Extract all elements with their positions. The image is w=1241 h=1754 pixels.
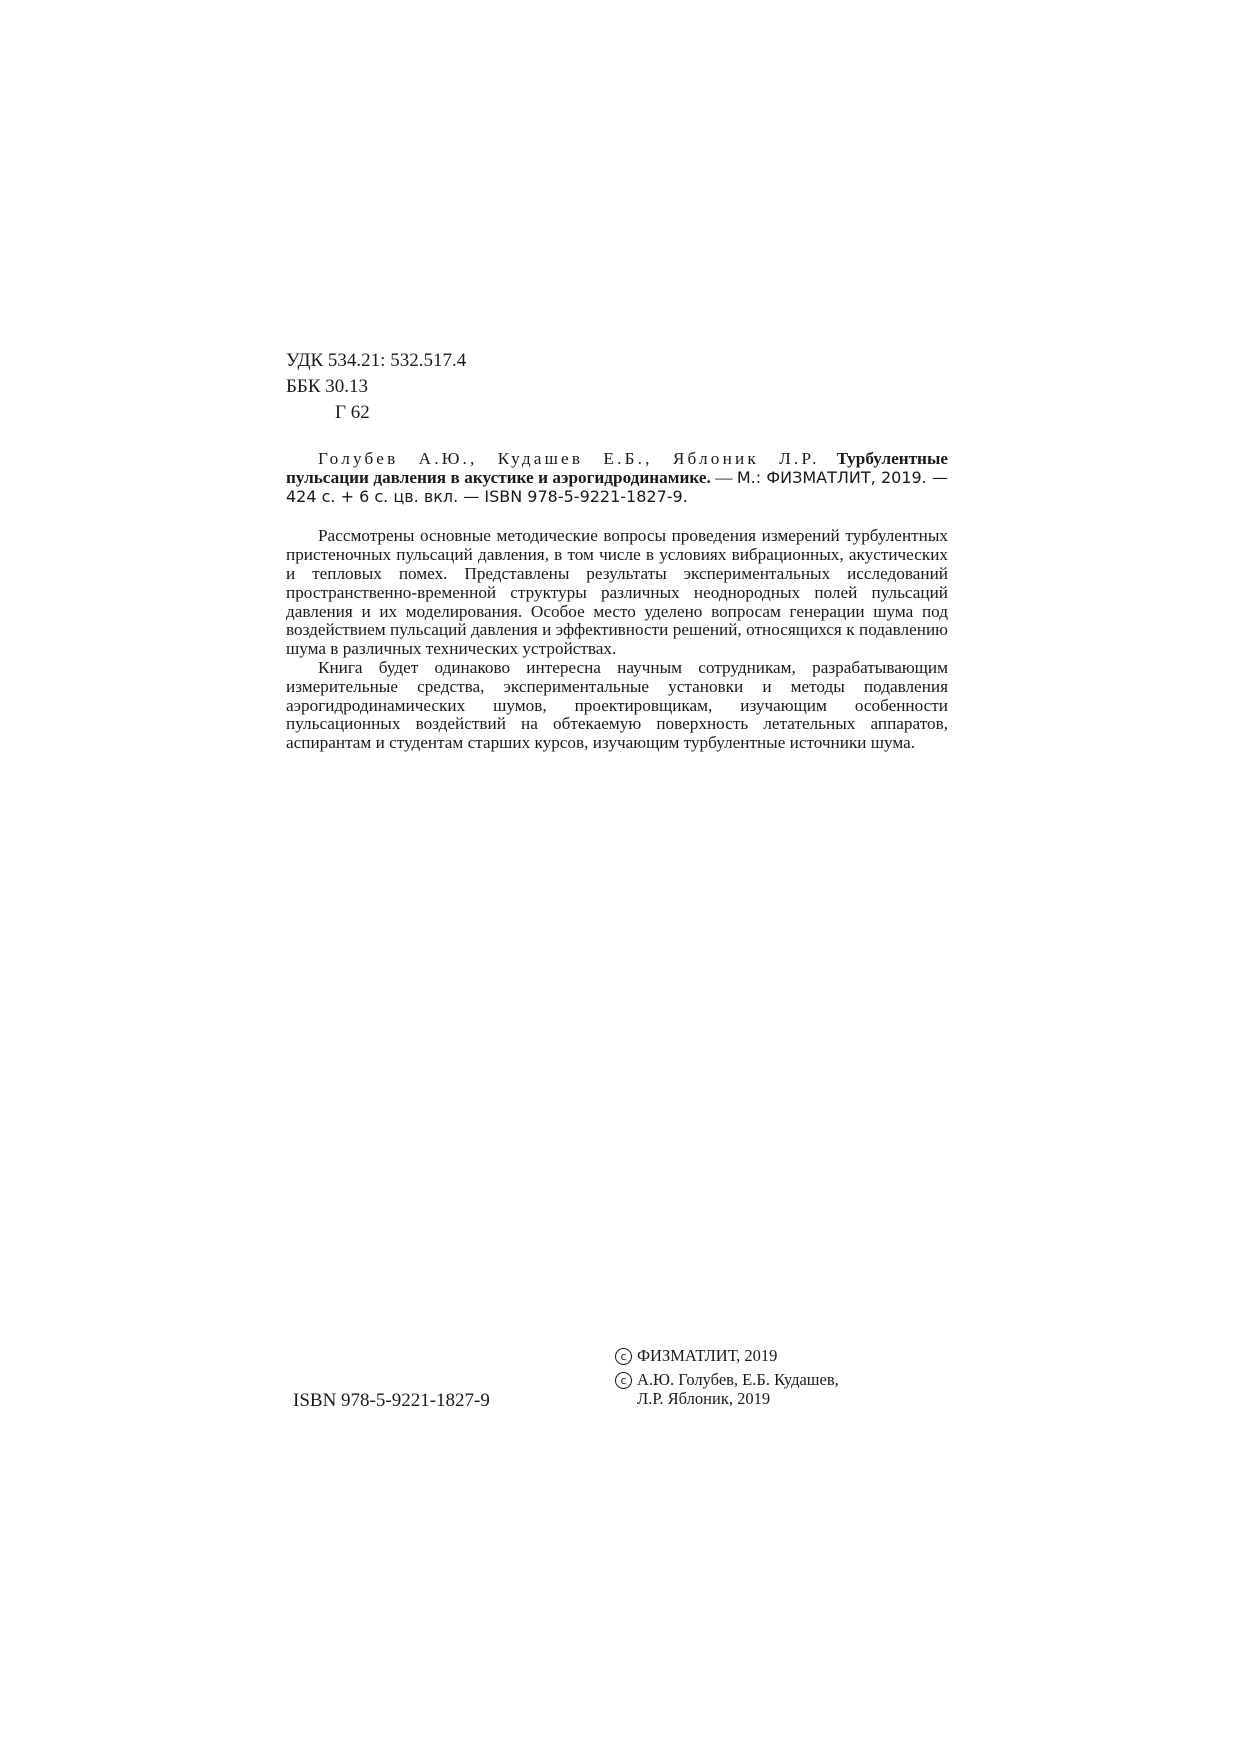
copyright-icon: c [615,1372,632,1389]
copyright-publisher-text [637,1346,777,1365]
bbk-code: ББК 30.13 [286,376,368,397]
copyright-block [615,1346,839,1413]
main-content [286,450,948,753]
copyright-authors [615,1370,839,1408]
copyright-authors-text [637,1370,839,1408]
abstract-paragraph-1: Рассмотрены основные методические вопросы проведения измерений турбулентных пристеночных пульсаций давления, в том числе в условиях вибрационных, акустических и тепловых помех. Представлены результаты экспериментальных исследований пространственно-временной структуры различных неоднородных полей пульсаций давления и их моделирования. Особое место уделено вопросам генерации шума под воздействием пульсаций давления и эффективности решений, относящихся к подавлению шума в различных технических устройствах. [286,526,948,659]
copyright-publisher-line: ФИЗМАТЛИТ, 2019 [637,1346,778,1365]
bib-title: Турбулентные пульсации давления в акустике и аэрогидродинамике. [286,449,949,487]
author-mark: Г 62 [335,402,370,423]
bib-dash: — [710,467,737,487]
isbn-number: ISBN 978-5-9221-1827-9 [293,1390,490,1411]
copyright-authors-line-1: А.Ю. Голубев, Е.Б. Кудашев, [637,1370,839,1389]
abstract-paragraph-2: Книга будет одинаково интересна научным сотрудникам, разрабатывающим измерительные средства, экспериментальные установки и методы подавления аэрогидродинамических шумов, проектировщикам, изучающим особенности пульсационных воздействий на обтекаемую поверхность летательных аппаратов, аспирантам и студентам старших курсов, изучающим турбулентные источники шума. [286,657,948,753]
bibliographic-record [286,450,948,506]
copyright-authors-line-2: Л.Р. Яблоник, 2019 [637,1389,771,1408]
bib-publisher: М.: ФИЗМАТЛИТ, 2019. — 424 с. + 6 с. цв. вкл. — ISBN 978-5-9221-1827-9. [286,467,948,506]
copyright-icon: c [615,1348,632,1365]
udk-code: УДК 534.21: 532.517.4 [286,350,467,371]
classification-codes [286,348,466,426]
bib-authors: Голубев А.Ю., Кудашев Е.Б., Яблоник Л.Р. [318,449,820,468]
copyright-publisher [615,1346,839,1365]
